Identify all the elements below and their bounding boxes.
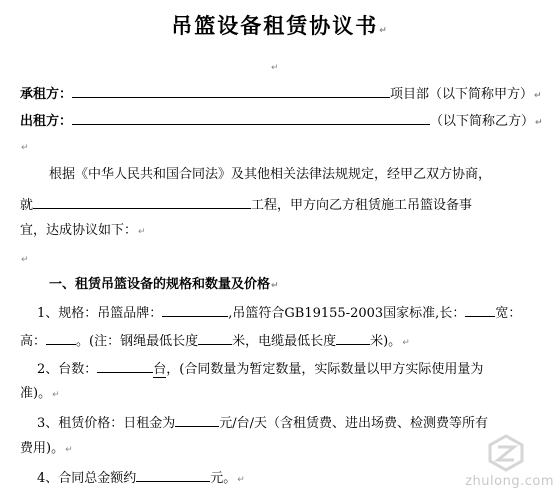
project-name-blank[interactable] (33, 194, 251, 209)
document-title: 吊篮设备租赁协议书↵ (171, 14, 389, 38)
total-amount-blank[interactable] (136, 467, 210, 482)
lessee-label: 承租方： (20, 87, 73, 102)
daily-rent-blank[interactable] (175, 412, 219, 427)
item-2-line-1: 2、台数： 台，(合同数量为暂定数量，实际数量以甲方实际使用量为 (37, 358, 483, 379)
intro-line-2: 就 工程，甲方向乙方租赁施工吊篮设备事 (20, 194, 472, 215)
rope-length-blank[interactable] (198, 330, 232, 345)
lessor-label: 出租方： (20, 114, 73, 129)
quantity-blank[interactable] (97, 358, 153, 373)
lessee-suffix: 项目部（以下简称甲方） (390, 87, 534, 102)
lessee-name-blank[interactable] (72, 83, 390, 98)
item-3-line-2: 费用)。↵ (20, 441, 73, 456)
watermark-logo-icon (486, 433, 526, 473)
brand-blank[interactable] (162, 302, 228, 317)
paragraph-mark: ↵ (21, 143, 29, 153)
lessor-row: 出租方： （以下简称乙方）↵ (20, 110, 543, 132)
length-blank[interactable] (465, 302, 495, 317)
paragraph-mark: ↵ (271, 63, 279, 73)
paragraph-mark: ↵ (21, 255, 29, 265)
cable-length-blank[interactable] (336, 330, 370, 345)
intro-line-1: 根据《中华人民共和国合同法》及其他相关法律法规规定，经甲乙双方协商， (49, 167, 492, 182)
item-1-line-1: 1、规格：吊篮品牌： ,吊篮符合GB19155-2003国家标准,长： 宽： (37, 302, 521, 323)
item-3-line-1: 3、租赁价格：日租金为 元/台/天（含租赁费、进出场费、检测费等所有 (37, 412, 488, 433)
height-blank[interactable] (46, 330, 76, 345)
lessee-row: 承租方： 项目部（以下简称甲方）↵ (20, 83, 542, 105)
lessor-name-blank[interactable] (72, 110, 430, 125)
section-heading: 一、租赁吊篮设备的规格和数量及价格↵ (49, 277, 279, 292)
item-1-line-2: 高： 。(注：钢绳最低长度 米，电缆最低长度 米)。↵ (20, 330, 410, 352)
lessor-suffix: （以下简称乙方） (430, 114, 535, 129)
item-2-line-2: 准)。↵ (20, 386, 60, 401)
item-4-line-1: 4、合同总金额约 元。↵ (37, 467, 245, 489)
watermark-text: zhulong.com (465, 474, 554, 489)
intro-line-3: 宜，达成协议如下：↵ (20, 223, 146, 238)
